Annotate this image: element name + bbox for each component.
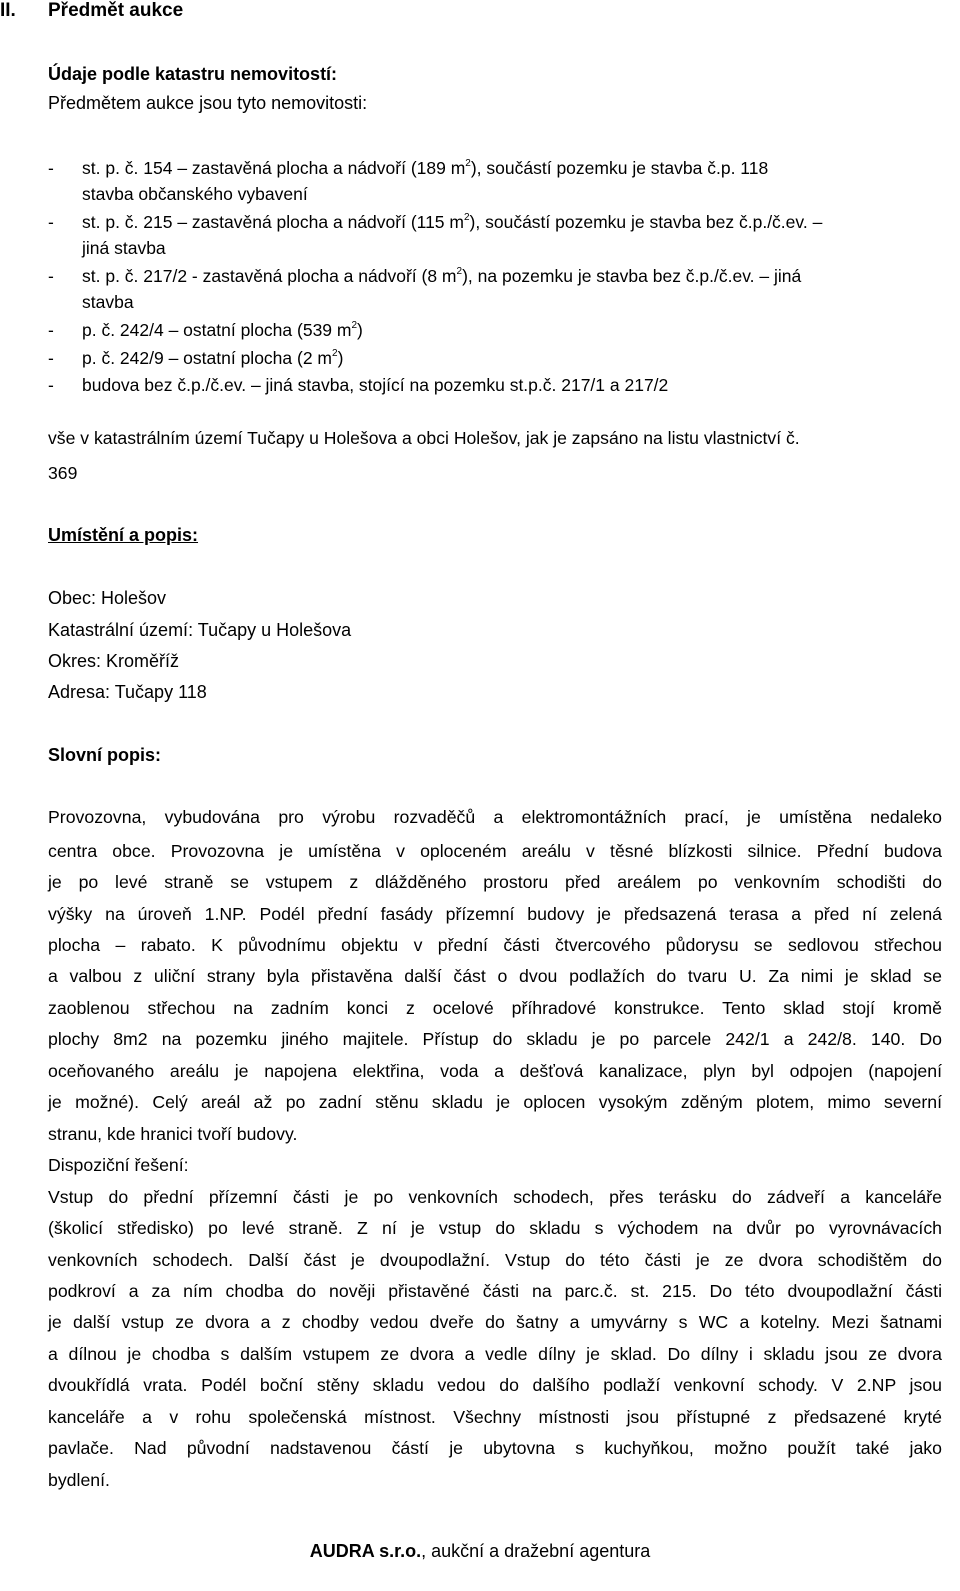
paragraph-line: a valbou z uliční strany byla přistavěna další část o dvou podlažích do tvaru U. Za nimi je sklad se xyxy=(48,966,942,986)
footer-text: , aukční a dražební agentura xyxy=(421,1541,651,1561)
description-heading: Slovní popis: xyxy=(48,745,162,765)
paragraph-line: je další vstup ze dvora a z chodby vedou dveře do šatny a umyvárny s WC a kotelny. Mezi šatnami xyxy=(48,1312,942,1332)
district: Okres: Kroměříž xyxy=(48,651,180,671)
cadastre-intro: Předmětem aukce jsou tyto nemovitosti: xyxy=(48,93,368,113)
paragraph-line: stranu, kde hranici tvoří budovy. xyxy=(48,1124,298,1144)
paragraph-line: pavlače. Nad původní nadstavenou částí je ubytovna s kuchyňkou, možno použít také jako xyxy=(48,1438,942,1458)
paragraph-line: zaoblenou střechou na zadním konci z ocelové příhradové konstrukce. Tento sklad stojí kromě xyxy=(48,998,942,1018)
property-item: st. p. č. 154 – zastavěná plocha a nádvoří (189 $m^2$), součástí pozemku je stavba č.p. 118 xyxy=(82,158,769,178)
list-dash: - xyxy=(48,375,54,395)
cadastre-heading: Údaje podle katastru nemovitostí: xyxy=(48,64,338,84)
section-title xyxy=(0,0,183,22)
property-item: budova bez č.p./č.ev. – jiná stavba, stojící na pozemku st.p.č. 217/1 a 217/2 xyxy=(82,375,669,395)
paragraph-line: podkroví a za ním chodba do nověji přistavěné části na parc.č. st. 215. Do této dvoupodlažní části xyxy=(48,1281,942,1301)
list-dash: - xyxy=(48,212,54,232)
location-heading: Umístění a popis: xyxy=(48,525,199,545)
paragraph-line: venkovních schodech. Další část je dvoupodlažní. Vstup do této části je ze dvora schodištěm do xyxy=(48,1250,942,1270)
paragraph-line: výšky na úroveň 1.NP. Podél přední fasády přízemní budovy je předsazená terasa a před ní zelená xyxy=(48,904,942,924)
property-item-continuation: stavba občanského vybavení xyxy=(82,184,308,204)
property-item: st. p. č. 217/2 - zastavěná plocha a nádvoří (8 $m^2$), na pozemku je stavba bez č.p./č.ev. – jiná xyxy=(82,266,802,286)
property-item: st. p. č. 215 – zastavěná plocha a nádvoří (115 $m^2$), součástí pozemku je stavba bez č.p./č.ev. – xyxy=(82,212,823,232)
paragraph-line: centra obce. Provozovna je umístěna v oploceném areálu v těsné blízkosti silnice. Přední budova xyxy=(48,841,942,861)
section-title-text: Předmět aukce xyxy=(48,0,184,21)
property-item-continuation: jiná stavba xyxy=(82,238,166,258)
list-dash: - xyxy=(48,266,54,286)
paragraph-line: dvoukřídlá vrata. Podél boční stěny skladu vedou do dalšího podlaží venkovní schody. V 2.NP jsou xyxy=(48,1375,942,1395)
paragraph-line: oceňovaného areálu je napojena elektřina, voda a dešťová kanalizace, plyn byl odpojen (napojení xyxy=(48,1061,942,1081)
municipality: Obec: Holešov xyxy=(48,588,167,608)
paragraph-line: kanceláře a v rohu společenská místnost. Všechny místnosti jsou přístupné z předsazené kryté xyxy=(48,1407,942,1427)
ownership-sheet-number: 369 xyxy=(48,463,78,483)
list-dash: - xyxy=(48,348,54,368)
paragraph-line: (školicí středisko) po levé straně. Z ní je vstup do skladu s východem na dvůr po vyrovnávacích xyxy=(48,1218,942,1238)
paragraph-line: bydlení. xyxy=(48,1470,110,1490)
cadastral-area: Katastrální území: Tučapy u Holešova xyxy=(48,620,352,640)
property-item-continuation: stavba xyxy=(82,292,134,312)
layout-heading: Dispoziční řešení: xyxy=(48,1155,189,1175)
paragraph-line: plochy 8m2 na pozemku jiného majitele. Přístup do skladu je po parcele 242/1 a 242/8. 140. Do xyxy=(48,1029,942,1049)
paragraph-line: je možné). Celý areál až po zadní stěnu skladu je oplocen vysokým zděným plotem, mimo severní xyxy=(48,1092,942,1112)
section-number: II. xyxy=(0,0,16,21)
paragraph-line: plocha – rabato. K původnímu objektu v přední části čtvercového půdorysu se sedlovou střechou xyxy=(48,935,942,955)
paragraph-line: a dílnou je chodba s dalším vstupem ze dvora a vedle dílny je sklad. Do dílny i skladu jsou ze dvora xyxy=(48,1344,942,1364)
property-item: p. č. 242/9 – ostatní plocha (2 $m^2$) xyxy=(82,348,344,368)
page-footer xyxy=(0,1541,960,1562)
paragraph-line: Provozovna, vybudována pro výrobu rozvaděčů a elektromontážních prací, je umístěna nedaleko xyxy=(48,807,942,827)
cadastre-summary: vše v katastrálním území Tučapy u Holešova a obci Holešov, jak je zapsáno na listu vlastnictví č. xyxy=(48,428,800,448)
footer-company: AUDRA s.r.o. xyxy=(309,1541,422,1561)
address: Adresa: Tučapy 118 xyxy=(48,682,207,702)
list-dash: - xyxy=(48,158,54,178)
paragraph-line: je po levé straně se vstupem z dlážděného prostoru před areálem po venkovním schodišti do xyxy=(48,872,942,892)
property-item: p. č. 242/4 – ostatní plocha (539 $m^2$) xyxy=(82,320,363,340)
paragraph-line: Vstup do přední přízemní části je po venkovních schodech, přes terásku do zádveří a kanceláře xyxy=(48,1187,942,1207)
list-dash: - xyxy=(48,320,54,340)
